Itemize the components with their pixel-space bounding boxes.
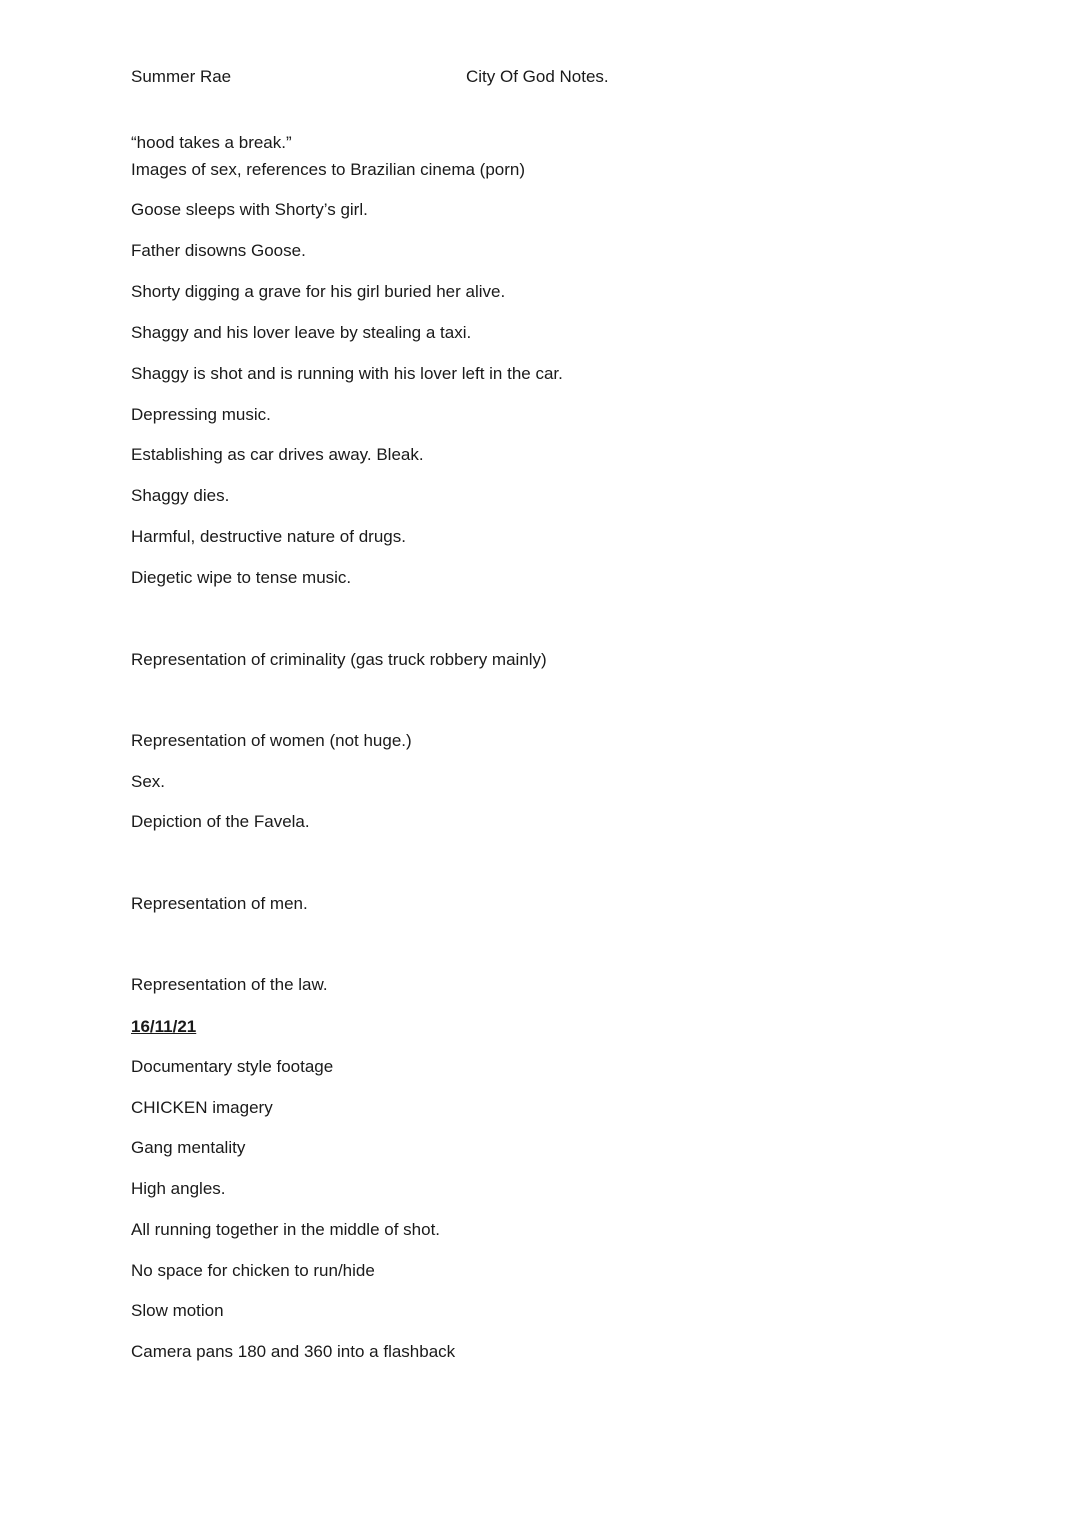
- note-line: Shorty digging a grave for his girl buried her alive.: [131, 282, 506, 301]
- note-line: High angles.: [131, 1179, 226, 1198]
- document-title: City Of God Notes.: [466, 67, 609, 86]
- note-line: Establishing as car drives away. Bleak.: [131, 445, 424, 464]
- note-line: Shaggy dies.: [131, 486, 230, 505]
- note-line: Goose sleeps with Shorty’s girl.: [131, 200, 368, 219]
- date-heading: 16/11/21: [131, 1017, 197, 1036]
- note-line: Camera pans 180 and 360 into a flashback: [131, 1342, 456, 1361]
- note-line: Images of sex, references to Brazilian cinema (porn): [131, 160, 526, 179]
- note-line: Documentary style footage: [131, 1057, 334, 1076]
- note-line: Diegetic wipe to tense music.: [131, 568, 352, 587]
- note-line: Gang mentality: [131, 1138, 246, 1157]
- note-line: All running together in the middle of shot.: [131, 1220, 441, 1239]
- section-heading: Depiction of the Favela.: [131, 812, 310, 831]
- author-name: Summer Rae: [131, 67, 232, 86]
- note-line: Slow motion: [131, 1301, 224, 1320]
- section-heading: Representation of women (not huge.): [131, 731, 412, 750]
- note-line: No space for chicken to run/hide: [131, 1261, 375, 1280]
- note-line: Harmful, destructive nature of drugs.: [131, 527, 406, 546]
- note-line: Shaggy is shot and is running with his lover left in the car.: [131, 364, 563, 383]
- section-heading: Representation of men.: [131, 894, 308, 913]
- note-line: CHICKEN imagery: [131, 1098, 273, 1117]
- note-line: Father disowns Goose.: [131, 241, 306, 260]
- note-line: “hood takes a break.”: [131, 133, 292, 152]
- section-heading: Representation of criminality (gas truck robbery mainly): [131, 650, 547, 669]
- note-line: Sex.: [131, 772, 166, 791]
- section-heading: Representation of the law.: [131, 975, 328, 994]
- note-line: Depressing music.: [131, 405, 271, 424]
- note-line: Shaggy and his lover leave by stealing a taxi.: [131, 323, 472, 342]
